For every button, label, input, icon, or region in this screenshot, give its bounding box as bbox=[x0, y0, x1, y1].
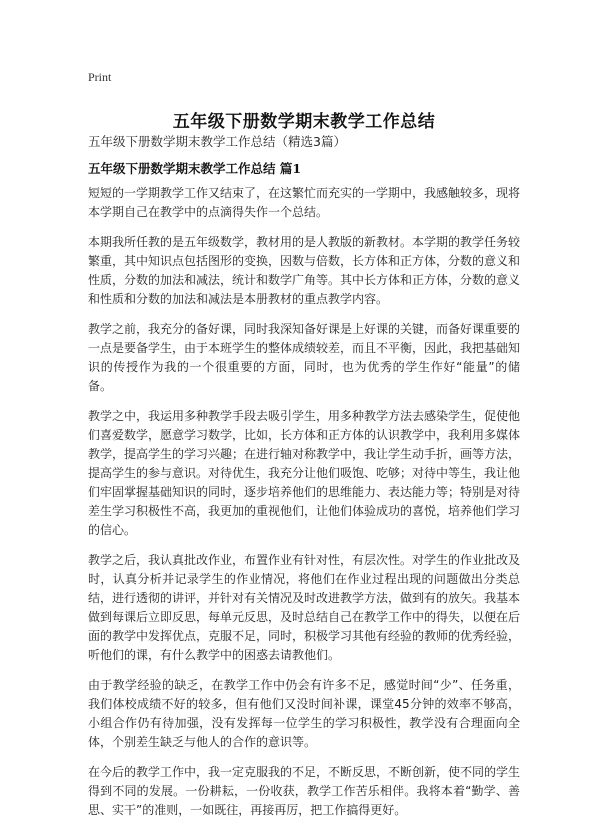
document-subtitle: 五年级下册数学期末教学工作总结（精选3篇） bbox=[88, 134, 346, 149]
print-link[interactable]: Print bbox=[88, 70, 112, 84]
paragraph: 在今后的教学工作中，我一定克服我的不足，不断反思，不断创新，使不同的学生得到不同的发展。一份耕耘，一份收获，教学工作苦乐相伴。我将本着“勤学、善思、实干”的准则，一如既往，再接再厉，把工作搞得更好。 bbox=[88, 765, 521, 817]
section-heading: 五年级下册数学期末教学工作总结 篇1 bbox=[88, 161, 302, 176]
paragraph: 教学之后，我认真批改作业，布置作业有针对性，有层次性。对学生的作业批改及时，认真分析并记录学生的作业情况，将他们在作业过程出现的问题做出分类总结，进行透彻的讲评，并针对有关情况及时改进教学方法，做到有的放矢。我基本做到每课后立即反思，每单元反思，及时总结自己在教学工作中的得失，以便在后面的教学中发挥优点，克服不足，同时，积极学习其他有经验的教师的优秀经验，听他们的课，有什么教学中的困惑去请教他们。 bbox=[88, 553, 521, 662]
document-body bbox=[88, 184, 520, 831]
paragraph: 本期我所任教的是五年级数学，教材用的是人教版的新教材。本学期的教学任务较繁重，其中知识点包括图形的变换，因数与倍数，长方体和正方体，分数的意义和性质，分数的加法和减法，统计和数学广角等。其中长方体和正方体，分数的意义和性质和分数的加法和减法是本册教材的重点教学内容。 bbox=[88, 235, 521, 306]
document-title: 五年级下册数学期末教学工作总结 bbox=[172, 112, 436, 133]
paragraph: 由于教学经验的缺乏，在教学工作中仍会有许多不足，感觉时间“少”、任务重，我们体校成绩不好的较多，但有他们又没时间补课，课堂45分钟的效率不够高，小组合作仍有待加强，没有发挥每一位学生的学习积极性，教学没有合理面向全体，个别差生缺乏与他人的合作的意识等。 bbox=[88, 678, 520, 749]
paragraph: 教学之中，我运用多种教学手段去吸引学生，用多种教学方法去感染学生，促使他们喜爱数学，愿意学习数学，比如，长方体和正方体的认识教学中，我利用多媒体教学，提高学生的学习兴趣；在进行轴对称教学中，我让学生动手折，画等方法，提高学生的参与意识。对待优生，我充分让他们吸饱、吃够；对待中等生，我让他们牢固掌握基础知识的同时，逐步培养他们的思维能力、表达能力等；特别是对待差生学习积极性不高，我更加的重视他们，让他们体验成功的喜悦，培养他们学习的信心。 bbox=[88, 409, 521, 537]
paragraph: 教学之前，我充分的备好课，同时我深知备好课是上好课的关键，而备好课重要的一点是要备学生，由于本班学生的整体成绩较差，而且不平衡，因此，我把基础知识的传授作为我的一个很重要的方面，同时，也为优秀的学生作好“能量”的储备。 bbox=[88, 322, 521, 393]
paragraph: 短短的一学期教学工作又结束了，在这繁忙而充实的一学期中，我感触较多，现将本学期自己在教学中的点滴得失作一个总结。 bbox=[88, 186, 521, 219]
